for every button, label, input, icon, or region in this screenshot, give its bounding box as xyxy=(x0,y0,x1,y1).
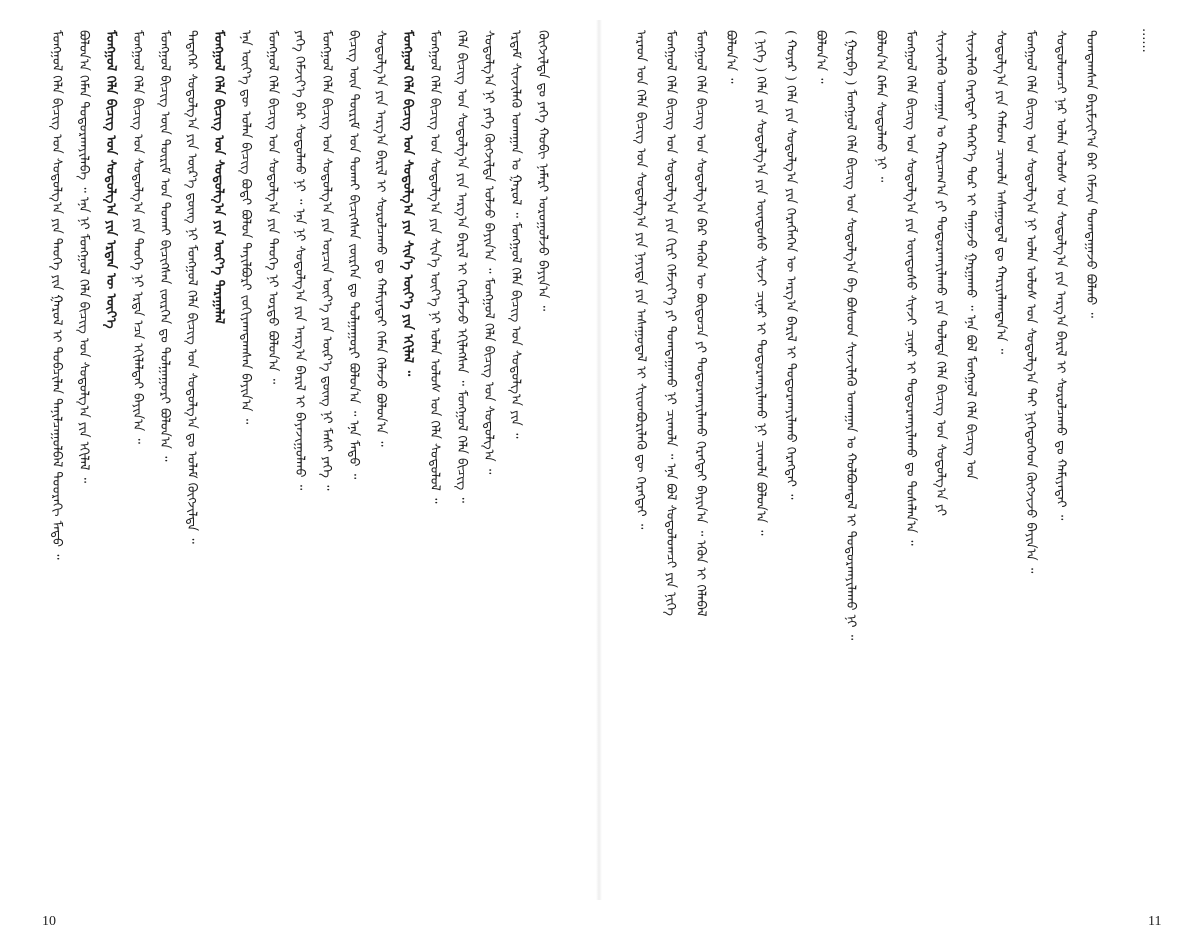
section-heading: ᠮᠣᠩᠭᠣᠯ ᠬᠡᠯᠡ ᠪᠢᠴᠢᠭ ᠤᠨ ᠰᠤᠳᠤᠯᠭ᠎ᠠ ᠶᠢᠨ ᠡᠷᠲᠡᠨ ᠦ ᠦᠶ᠎ᠡ xyxy=(103,30,118,329)
right-page-column xyxy=(932,30,948,790)
left-page-column xyxy=(156,30,172,790)
text-line: ᠪᠣᠯᠤᠨ᠎ᠠ ᠃ xyxy=(723,30,738,84)
text-line: ᠪᠣᠯᠤᠨ᠎ᠠ ᠬᠡᠮᠡᠨ ᠲᠣᠳᠤᠷᠬᠠᠶᠢᠯᠠᠪᠠ ᠃ ᠡᠨᠡ ᠨᠢ ᠮᠣᠩᠭᠣᠯ ᠬᠡᠯᠡ ᠪᠢᠴᠢᠭ ᠤᠨ ᠰᠤᠳᠤᠯᠭ᠎ᠠ ᠶᠢᠨ ᠡᠬᠢᠯᠡᠯ ᠃ xyxy=(76,30,91,484)
text-line: ᠰᠢᠨᠵᠢᠯᠡᠬᠦ ᠤᠬᠠᠭᠠᠨ ᠤ ᠬᠠᠷᠢᠴᠠᠭ᠎ᠠ ᠶᠢ ᠲᠣᠳᠤᠷᠬᠠᠶᠢᠯᠠᠬᠤ ᠶᠢᠨ ᠲᠤᠯᠠᠳᠠ ᠬᠡᠯᠡ ᠪᠢᠴᠢᠭ ᠤᠨ ᠰᠤᠳᠤᠯᠭ᠎ᠠ ᠶᠢ xyxy=(933,30,948,516)
left-page-column xyxy=(75,30,91,790)
left-page-column xyxy=(210,30,226,790)
text-line: ᠮᠣᠩᠭᠣᠯ ᠬᠡᠯᠡ ᠪᠢᠴᠢᠭ ᠤᠨ ᠰᠤᠳᠤᠯᠭ᠎ᠠ ᠪᠡᠷ ᠲᠡᠭᠦᠨ ᠦ ᠪᠦᠲᠦᠴᠡ ᠶᠢ ᠲᠣᠳᠤᠷᠬᠠᠶᠢᠯᠠᠬᠤ ᠬᠡᠷᠡᠭᠲᠡᠢ ᠪᠠᠶᠢᠨ᠎ᠠ ᠃ ᠡᠭᠦᠨ ᠢ ᠬᠡᠯᠡᠪᠡᠯ xyxy=(693,30,708,617)
text-line: ᠰᠤᠳᠤᠯᠤᠭᠴᠢ ᠨᠠᠷ ᠣᠯᠠᠨ ᠤᠯᠤᠰ ᠤᠨ ᠰᠤᠳᠤᠯᠭ᠎ᠠ ᠶᠢᠨ ᠠᠷᠭ᠎ᠠ ᠪᠠᠷᠢᠯ ᠢ ᠰᠤᠷᠤᠯᠴᠠᠬᠤ ᠳᠤ ᠬᠠᠮᠢᠶᠠᠲᠠᠢ ᠃ xyxy=(1053,30,1068,521)
text-line: ᠮᠣᠩᠭᠣᠯ ᠬᠡᠯᠡ ᠪᠢᠴᠢᠭ ᠤᠨ ᠰᠤᠳᠤᠯᠭ᠎ᠠ ᠶᠢᠨ ᠲᠡᠦᠬᠡ ᠨᠢ ᠡᠷᠲᠡ ᠡᠴᠡ ᠡᠬᠢᠯᠡᠯᠲᠡᠢ ᠪᠠᠶᠢᠨ᠎ᠠ ᠃ xyxy=(130,30,145,444)
text-line: ᠶᠡᠬᠡ ᠬᠡᠮᠵᠢᠶ᠎ᠡ ᠪᠡᠷ ᠰᠤᠳᠤᠯᠬᠤ ᠨᠢ ᠃ ᠡᠨᠡ ᠨᠢ ᠰᠤᠳᠤᠯᠭ᠎ᠠ ᠶᠢᠨ ᠠᠷᠭ᠎ᠠ ᠪᠠᠷᠢᠯ ᠢ ᠪᠠᠶᠠᠵᠢᠭᠤᠯᠬᠤ ᠃ xyxy=(292,30,307,491)
text-line: ᠰᠤᠳᠤᠯᠭ᠎ᠠ ᠶᠢᠨ ᠬᠠᠮᠤᠭ ᠴᠢᠬᠤᠯᠠ ᠠᠰᠠᠭᠤᠳᠠᠯ ᠳᠤ ᠬᠠᠷᠢᠶᠠᠯᠠᠭᠳᠠᠨ᠎ᠠ ᠃ xyxy=(993,30,1008,355)
text-line: ᠪᠢᠴᠢᠭ ᠦᠨ ᠳᠦᠷᠢᠮ ᠤᠨ ᠲᠤᠬᠠᠶ ᠪᠢᠴᠢᠭᠰᠡᠨ ᠵᠦᠷᠭᠡᠨ ᠳᠤ ᠲᠤᠯᠭᠠᠭᠤᠷᠢ ᠪᠣᠯᠤᠨ᠎ᠠ ᠃ ᠡᠨᠡ ᠮᠡᠲᠦ ᠃ xyxy=(346,30,361,480)
text-line: ᠲᠣᠭᠲᠠᠭᠰᠠᠨ ᠪᠠᠷᠢᠮᠵᠢᠶ᠎ᠠ ᠪᠡᠷ ᠬᠡᠮᠵᠢᠨ ᠲᠣᠭᠲᠠᠭᠠᠵᠤ ᠪᠣᠯᠬᠤ ᠃ xyxy=(1083,30,1098,318)
text-line: ᠰᠤᠳᠤᠯᠭ᠎ᠠ ᠨᠢ ᠶᠡᠬᠡ ᠬᠥᠭᠵᠢᠯᠲᠡ ᠣᠯᠵᠤ ᠪᠠᠶᠢᠨ᠎ᠠ ᠃ ᠮᠣᠩᠭᠣᠯ ᠬᠡᠯᠡ ᠪᠢᠴᠢᠭ ᠤᠨ ᠰᠤᠳᠤᠯᠭ᠎ᠠ ᠃ xyxy=(481,30,496,475)
right-page-column xyxy=(842,30,858,790)
section-heading: ᠮᠣᠩᠭᠣᠯ ᠬᠡᠯᠡ ᠪᠢᠴᠢᠭ ᠤᠨ ᠰᠤᠳᠤᠯᠭ᠎ᠠ ᠶᠢᠨ ᠦᠶ᠎ᠡ ᠳᠠᠷᠠᠭᠠᠯᠠᠯ xyxy=(211,30,226,324)
text-line: ᠡᠷᠳᠡᠮ ᠰᠢᠨᠵᠢᠯᠡᠬᠦ ᠤᠬᠠᠭᠠᠨ ᠤ ᠭᠠᠷᠤᠯ ᠃ ᠮᠣᠩᠭᠣᠯ ᠬᠡᠯᠡ ᠪᠢᠴᠢᠭ ᠤᠨ ᠰᠤᠳᠤᠯᠭ᠎ᠠ ᠶᠢᠨ ᠃ xyxy=(508,30,523,439)
text-line: ᠮᠣᠩᠭᠣᠯ ᠬᠡᠯᠡ ᠪᠢᠴᠢᠭ ᠤᠨ ᠰᠤᠳᠤᠯᠭ᠎ᠠ ᠨᠢ ᠣᠯᠠᠨ ᠤᠯᠤᠰ ᠤᠨ ᠰᠤᠳᠤᠯᠭ᠎ᠠ ᠲᠠᠶ ᠨᠢᠭᠡᠳᠦᠭᠡᠳ ᠬᠥᠭᠵᠢᠵᠦ ᠪᠠᠶᠢᠨ᠎ᠠ ᠃ xyxy=(1023,30,1038,574)
text-line: ᠪᠣᠯᠤᠨ᠎ᠠ ᠃ xyxy=(813,30,828,84)
right-page-column xyxy=(662,30,678,790)
opening-ellipsis xyxy=(1138,28,1154,88)
right-page-column xyxy=(1082,30,1098,790)
text-line: ᠰᠢᠨᠵᠢᠯᠡᠬᠦ ᠬᠡᠷᠡᠭᠲᠡᠢ ᠳᠡᠭᠡᠷ᠎ᠡ ᠳᠤᠷ ᠢ ᠳᠠᠭᠠᠵᠤ ᠭᠠᠷᠭᠠᠬᠤ ᠃ ᠡᠨᠡ ᠪᠣᠯ ᠮᠣᠩᠭᠣᠯ ᠬᠡᠯᠡ ᠪᠢᠴᠢᠭ ᠤᠨ xyxy=(963,30,978,480)
text-line: ᠮᠣᠩᠭᠣᠯ ᠬᠡᠯᠡ ᠪᠢᠴᠢᠭ ᠤᠨ ᠰᠤᠳᠤᠯᠭ᠎ᠠ ᠶᠢᠨ ᠲᠡᠦᠬᠡ ᠨᠢ ᠤᠷᠲᠤ ᠪᠣᠯᠤᠨ᠎ᠠ ᠃ xyxy=(265,30,280,385)
left-page-number: 10 xyxy=(42,914,56,929)
text-line: ᠮᠣᠩᠭᠣᠯ ᠬᠡᠯᠡ ᠪᠢᠴᠢᠭ ᠤᠨ ᠰᠤᠳᠤᠯᠭ᠎ᠠ ᠶᠢᠨ ᠰᠢᠨ᠎ᠡ ᠦᠶ᠎ᠡ ᠨᠢ ᠣᠯᠠᠨ ᠤᠯᠤᠰ ᠤᠨ ᠬᠡᠯᠡ ᠰᠤᠳᠤᠯᠤᠯ ᠃ xyxy=(427,30,442,504)
right-page-column xyxy=(902,30,918,790)
text-line: ᠮᠣᠩᠭᠣᠯ ᠬᠡᠯᠡ ᠪᠢᠴᠢᠭ ᠤᠨ ᠰᠤᠳᠤᠯᠭ᠎ᠠ ᠶᠢᠨ ᠦᠨᠳᠦᠰᠦ ᠰᠢᠨᠵᠢ ᠴᠢᠨᠠᠷ ᠢ ᠲᠣᠳᠤᠷᠬᠠᠶᠢᠯᠠᠬᠤ ᠳᠤ ᠲᠤᠰᠠᠯᠠᠨ᠎ᠠ ᠃ xyxy=(903,30,918,546)
book-gutter xyxy=(596,20,602,900)
text-line: ᠮᠣᠩᠭᠣᠯ ᠬᠡᠯᠡ ᠪᠢᠴᠢᠭ ᠤᠨ ᠰᠤᠳᠤᠯᠭ᠎ᠠ ᠶᠢᠨ ᠣᠷᠴᠢᠨ ᠦᠶ᠎ᠡ ᠶᠢᠨ ᠦᠷ᠎ᠡ ᠳ᠋ᠦᠩ ᠨᠢ ᠮᠠᠰᠢ ᠶᠡᠬᠡ ᠃ xyxy=(319,30,334,491)
text-line: ᠮᠣᠩᠭᠣᠯ ᠬᠡᠯᠡ ᠪᠢᠴᠢᠭ ᠤᠨ ᠰᠤᠳᠤᠯᠭ᠎ᠠ ᠶᠢᠨ ᠬᠢᠷᠢ ᠬᠡᠮᠵᠢᠶ᠎ᠡ ᠶᠢ ᠲᠣᠭᠲᠠᠭᠠᠬᠤ ᠨᠢ ᠴᠢᠬᠤᠯᠠ ᠃ ᠡᠨᠡ ᠪᠣᠯ ᠰᠤᠳᠤᠯᠤᠭᠴᠢ ᠶᠢᠨ ᠨᠢᠭᠡ xyxy=(663,30,678,616)
left-page-column xyxy=(534,30,550,790)
text-line: ᠰᠤᠳᠤᠯᠭ᠎ᠠ ᠶᠢᠨ ᠠᠷᠭ᠎ᠠ ᠪᠠᠷᠢᠯ ᠢ ᠰᠤᠷᠤᠯᠴᠠᠬᠤ ᠳᠤ ᠬᠠᠮᠢᠶᠠᠲᠠᠢ ᠬᠡᠮᠡᠨ ᠬᠡᠯᠡᠵᠦ ᠪᠣᠯᠤᠨ᠎ᠠ ᠃ xyxy=(373,30,388,447)
right-page-column xyxy=(632,30,648,790)
right-page-column xyxy=(1022,30,1038,790)
left-page-column xyxy=(318,30,334,790)
opening-ellipsis-text: ...... xyxy=(1139,28,1154,53)
right-page-column xyxy=(692,30,708,790)
text-line: ᠮᠣᠩᠭᠣᠯ ᠬᠡᠯᠡ ᠪᠢᠴᠢᠭ ᠤᠨ ᠰᠤᠳᠤᠯᠭ᠎ᠠ ᠶᠢᠨ ᠲᠡᠦᠬᠡ ᠶᠢᠨ ᠭᠠᠷᠤᠯ ᠢ ᠲᠣᠪᠴᠢᠯᠠᠨ ᠲᠠᠨᠢᠯᠴᠠᠭᠤᠯᠪᠠᠯ ᠳᠣᠣᠷᠠᠬᠢ ᠮᠡᠲᠦ ᠃ xyxy=(49,30,64,560)
right-page-column xyxy=(722,30,738,790)
left-page-column xyxy=(183,30,199,790)
right-page-column xyxy=(992,30,1008,790)
left-page-column xyxy=(399,30,415,790)
text-line: ( ᠨᠢᠭᠡ ) ᠬᠡᠯᠡ ᠶᠢᠨ ᠰᠤᠳᠤᠯᠭ᠎ᠠ ᠶᠢᠨ ᠦᠨᠳᠦᠰᠦ ᠰᠢᠨᠵᠢ ᠴᠢᠨᠠᠷ ᠢ ᠲᠣᠳᠤᠷᠬᠠᠶᠢᠯᠠᠬᠤ ᠨᠢ ᠴᠢᠬᠤᠯᠠ ᠪᠣᠯᠤᠨ᠎ᠠ ᠃ xyxy=(753,30,768,536)
right-page-column xyxy=(752,30,768,790)
left-page-column xyxy=(480,30,496,790)
left-page-column xyxy=(345,30,361,790)
text-line: ᠲᠡᠳᠡᠭᠡᠷ ᠰᠤᠳᠤᠯᠭ᠎ᠠ ᠶᠢᠨ ᠦᠷ᠎ᠡ ᠳ᠋ᠦᠩ ᠨᠢ ᠮᠣᠩᠭᠣᠯ ᠬᠡᠯᠡ ᠪᠢᠴᠢᠭ ᠤᠨ ᠰᠤᠳᠤᠯᠭ᠎ᠠ ᠳᠤ ᠤᠯᠠᠮ ᠬᠥᠭᠵᠢᠯᠲᠡ ᠃ xyxy=(184,30,199,544)
text-line: ᠬᠡᠯᠡ ᠪᠢᠴᠢᠭ ᠤᠨ ᠰᠤᠳᠤᠯᠭ᠎ᠠ ᠶᠢᠨ ᠠᠷᠭ᠎ᠠ ᠪᠠᠷᠢᠯ ᠢ ᠬᠡᠷᠡᠭᠯᠡᠵᠦ ᠡᠬᠢᠯᠡᠭᠰᠡᠨ ᠃ ᠮᠣᠩᠭᠣᠯ ᠬᠡᠯᠡ ᠪᠢᠴᠢᠭ ᠃ xyxy=(454,30,469,503)
left-page-column xyxy=(129,30,145,790)
right-page-column xyxy=(1052,30,1068,790)
left-page-column xyxy=(48,30,64,790)
left-page-column xyxy=(237,30,253,790)
right-page-column xyxy=(962,30,978,790)
left-page-column xyxy=(453,30,469,790)
left-page-column xyxy=(372,30,388,790)
left-page-column xyxy=(102,30,118,790)
right-page-column xyxy=(812,30,828,790)
section-heading: ᠮᠣᠩᠭᠣᠯ ᠬᠡᠯᠡ ᠪᠢᠴᠢᠭ ᠤᠨ ᠰᠤᠳᠤᠯᠭ᠎ᠠ ᠶᠢᠨ ᠰᠢᠨ᠎ᠡ ᠦᠶ᠎ᠡ ᠶᠢᠨ ᠡᠬᠢᠯᠡᠯ ᠃ xyxy=(400,30,415,377)
left-page-column xyxy=(264,30,280,790)
text-line: ᠮᠣᠩᠭᠣᠯ ᠪᠢᠴᠢᠭ ᠦᠨ ᠳᠦᠷᠢᠮ ᠤᠨ ᠲᠤᠬᠠᠶ ᠪᠢᠴᠢᠭᠰᠡᠨ ᠵᠦᠷᠭᠡᠨ ᠳᠤ ᠲᠤᠯᠭᠠᠭᠤᠷᠢ ᠪᠣᠯᠤᠨ᠎ᠠ ᠃ xyxy=(157,30,172,462)
text-line: ( ᠬᠣᠶᠠᠷ ) ᠬᠡᠯᠡ ᠶᠢᠨ ᠰᠤᠳᠤᠯᠭ᠎ᠠ ᠶᠢᠨ ᠬᠡᠷᠡᠭᠯᠡᠭᠡᠨ ᠦ ᠠᠷᠭ᠎ᠠ ᠪᠠᠷᠢᠯ ᠢ ᠲᠣᠳᠤᠷᠬᠠᠶᠢᠯᠠᠬᠤ ᠬᠡᠷᠡᠭᠲᠡᠢ ᠃ xyxy=(783,30,798,500)
text-line: ᠬᠥᠭᠵᠢᠯᠲᠡ ᠳᠤ ᠶᠡᠬᠡ ᠬᠤᠪᠢ ᠨᠡᠮᠡᠷᠢ ᠣᠷᠤᠭᠤᠯᠵᠤ ᠪᠠᠶᠢᠨ᠎ᠠ ᠃ xyxy=(535,30,550,312)
left-page-column xyxy=(291,30,307,790)
right-page-number: 11 xyxy=(1148,914,1162,929)
text-line: ᠪᠣᠯᠤᠨ᠎ᠠ ᠺᠡᠮᠡᠨ ᠰᠤᠳᠤᠯᠬᠤ ᠨᠢ ᠃ xyxy=(873,30,888,183)
right-page-column xyxy=(782,30,798,790)
left-page-column xyxy=(426,30,442,790)
text-line: ᠡᠨᠡ ᠦᠶ᠎ᠡ ᠳᠦ ᠣᠯᠠᠨ ᠪᠢᠴᠢᠭ ᠪᠣᠲᠢ ᠪᠣᠯᠤᠨ ᠲᠠᠶᠢᠯᠪᠤᠷᠢ ᠵᠣᠬᠢᠶᠠᠭᠳᠠᠭᠰᠠᠨ ᠪᠠᠶᠢᠨ᠎ᠠ ᠃ xyxy=(238,30,253,425)
right-page-column xyxy=(872,30,888,790)
text-line: ᠠᠷᠠᠳ ᠤᠨ ᠬᠡᠯᠡ ᠪᠢᠴᠢᠭ ᠤᠨ ᠰᠤᠳᠤᠯᠭ᠎ᠠ ᠶᠢᠨ ᠨᠡᠶᠢᠲᠡ ᠶᠢᠨ ᠠᠰᠠᠭᠤᠳᠠᠯ ᠢ ᠰᠢᠢᠳᠪᠦᠷᠢᠯᠡᠬᠦ ᠳᠦ ᠬᠡᠷᠡᠭᠲᠡᠢ ᠃ xyxy=(633,30,648,530)
left-page-column xyxy=(507,30,523,790)
text-line: ( ᠭᠤᠷᠪᠠ ) ᠮᠣᠩᠭᠣᠯ ᠬᠡᠯᠡ ᠪᠢᠴᠢᠭ ᠤᠨ ᠰᠤᠳᠤᠯᠭ᠎ᠠ ᠪᠠ ᠪᠤᠰᠤᠳ ᠰᠢᠨᠵᠢᠯᠡᠬᠦ ᠤᠬᠠᠭᠠᠨ ᠤ ᠬᠣᠯᠪᠣᠭᠳᠠᠯ ᠢ ᠲᠣᠳᠤᠷᠬᠠᠶᠢᠯᠠᠬᠤ ᠨᠢ ᠃ xyxy=(843,30,858,641)
